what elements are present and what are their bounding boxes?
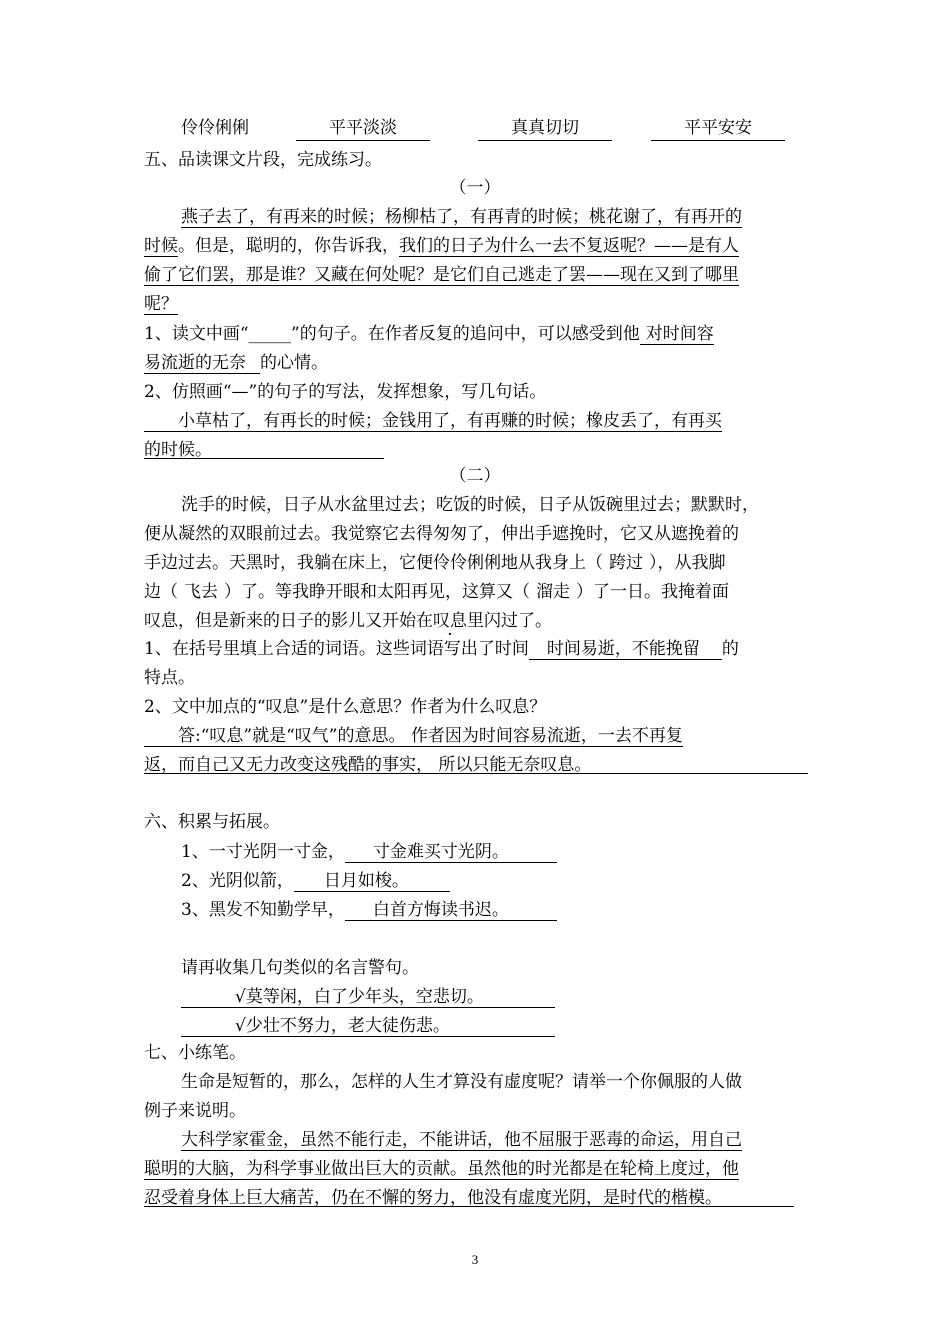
part1-question1: 1、读文中画“_____”的句子。在作者反复的追问中，可以感受到他 对时间容 [144,324,714,344]
section5-heading: 五、品读课文片段，完成练习。 [144,150,382,170]
proverb-1-answer: 寸金难买寸光阴。 [345,842,557,863]
word-4: 平平安安 [684,118,752,138]
part2-q2-answer-2: 返，而自己又无力改变这残酷的事实， 所以只能无奈叹息。 [144,755,592,775]
part1-question2: 2、仿照画“—”的句子的写法，发挥想象，写几句话。 [144,382,547,402]
part1-label: （一） [449,178,501,198]
part2-question1: 1、在括号里填上合适的词语。这些词语写出了时间 时间易逝，不能挽留 的 [144,639,739,659]
collect-prompt: 请再收集几句类似的名言警句。 [181,958,419,978]
page-number: 3 [471,1252,479,1267]
fill-blank-2: 飞去 [184,582,218,602]
q1-answer-2: 易流逝的无奈 [144,353,260,374]
part2-q1-answer: 时间易逝，不能挽留 [529,639,722,660]
passage2-line2: 便从凝然的双眼前过去。我觉察它去得匆匆了，伸出手遮挽时，它又从遮挽着的 [144,524,739,544]
essay-line-3: 忍受着身体上巨大痛苦，仍在不懈的努力，他没有虚度光阴，是时代的楷模。 [144,1188,722,1208]
underline-word-3 [478,140,612,141]
part1-q2-answer-1: 小草枯了，有再长的时候；金钱用了，有再赚的时候；橡皮丢了，有再买 [144,411,722,431]
underline-word-2 [296,140,430,141]
passage2-line5: 叹息，但是新来的日子的影儿又开始在叹息里闪过了。 [144,611,552,631]
section7-heading: 七、小练笔。 [144,1043,246,1063]
essay-line-1: 大科学家霍金，虽然不能行走，不能讲话，他不屈服于恶毒的命运，用自己 [181,1130,742,1150]
section6-heading: 六、积累与拓展。 [144,812,280,832]
essay-underline-3 [144,1206,794,1207]
dotted-word-sigh: 叹息 [433,611,467,631]
passage1-line4: 呢？ [144,294,178,314]
passage2-line3: 手边过去。天黑时，我躺在床上，它便伶伶俐俐地从我身上（ 跨过 ），从我脚 [144,553,726,573]
proverb-2: 2、光阴似箭， 日月如梭。 [181,871,450,892]
underline-word-4 [651,140,785,141]
quote-2: √少壮不努力，老大徒伤悲。 [181,1016,555,1037]
part2-question2: 2、文中加点的“叹息”是什么意思？作者为什么叹息？ [144,697,547,717]
passage2-line4: 边（ 飞去 ）了。等我睁开眼和太阳再见，这算又（ 溜走 ）了一日。我掩着面 [144,582,729,602]
part2-label: （二） [449,466,501,486]
proverb-1: 1、一寸光阴一寸金， 寸金难买寸光阴。 [181,842,557,863]
word-3: 真真切切 [511,118,579,138]
proverb-2-answer: 日月如梭。 [294,871,450,892]
proverb-3: 3、黑发不知勤学早， 白首方悔读书迟。 [181,900,557,921]
passage2-line1: 洗手的时候，日子从水盆里过去；吃饭的时候，日子从饭碗里过去；默默时， [181,495,759,515]
quote-1: √莫等闲，白了少年头，空悲切。 [181,987,555,1008]
word-2: 平平淡淡 [329,118,397,138]
essay-line-2: 聪明的大脑，为科学事业做出巨大的贡献。虽然他的时光都是在轮椅上度过，他 [144,1159,739,1179]
part2-q2-answer-1: 答:“叹息”就是“叹气”的意思。 作者因为时间容易流逝，一去不再复 [144,726,683,746]
section7-prompt-2: 例子来说明。 [144,1101,246,1121]
passage1-line3: 偷了它们罢，那是谁？又藏在何处呢？是它们自己逃走了罢——现在又到了哪里 [144,265,739,285]
part2-q2-answer-underline [144,773,808,774]
part1-question1-cont: 易流逝的无奈 的心情。 [144,353,328,373]
proverb-3-answer: 白首方悔读书迟。 [345,900,557,921]
section7-prompt-1: 生命是短暂的，那么，怎样的人生才算没有虚度呢？请举一个你佩服的人做 [181,1072,742,1092]
part2-question1-cont: 特点。 [144,668,195,688]
passage1-line1: 燕子去了，有再来的时候；杨柳枯了，有再青的时候；桃花谢了，有再开的 [181,207,742,227]
q2-answer-underline [144,458,384,459]
fill-blank-3: 溜走 [536,582,570,602]
part1-q2-answer-2: 的时候。 [144,440,212,460]
word-1: 伶伶俐俐 [181,118,249,138]
fill-blank-1: 跨过 [609,553,643,573]
passage1-line2: 时候。但是，聪明的，你告诉我，我们的日子为什么一去不复返呢？——是有人 [144,236,739,256]
q1-answer-1: 对时间容 [640,324,714,345]
